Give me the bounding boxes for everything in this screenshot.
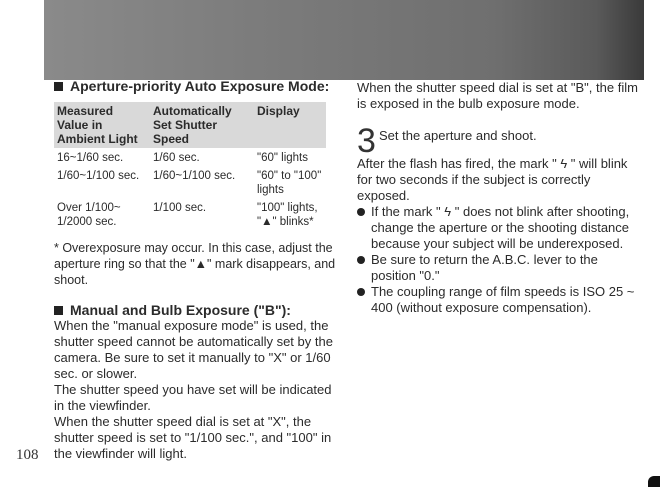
table-cell: 1/60~1/100 sec. [153,170,236,182]
step-title: Set the aperture and shoot. [379,128,537,143]
table-row [54,200,326,232]
table-cell: Over 1/100~ 1/2000 sec. [57,202,121,228]
table-header-display: Display [254,102,326,148]
section-heading-aperture [54,78,342,94]
step-body: After the flash has fired, the mark " ϟ " will blink for two seconds if the subject is correctly exposed. [357,156,628,203]
table-header-shutter: Automatically Set Shutter Speed [150,102,254,148]
list-item [357,284,639,316]
table-cell: 1/60~1/100 sec. [57,170,140,182]
section-heading-text: Manual and Bulb Exposure ("B"): [70,302,291,318]
header-band [44,0,644,80]
paragraph: When the shutter speed dial is set at "X", the shutter speed is set to "1/100 sec.", and "100" in the viewfinder will light. [54,414,332,461]
table-cell: 1/100 sec. [153,202,207,214]
overexposure-note: * Overexposure may occur. In this case, adjust the aperture ring so that the "▲" mark disappears, and shoot. [54,241,336,287]
paragraph: When the "manual exposure mode" is used, the shutter speed cannot be automatically set by the camera. Be sure to set it manually to "X" or 1/60 sec. or slower. [54,318,333,381]
table-row [54,148,326,168]
right-column [357,80,639,316]
left-column [54,78,342,462]
exposure-table [54,102,326,232]
square-bullet-icon [54,82,63,91]
list-item [357,204,639,252]
table-cell: "60" lights [257,152,308,164]
section-heading-manual [54,302,342,318]
step-3 [357,122,639,160]
round-bullet-icon [357,256,365,264]
round-bullet-icon [357,208,365,216]
table-header-row [54,102,326,148]
list-item-text: If the mark " ϟ " does not blink after shooting, change the aperture or the shooting distance because your subject will be underexposed. [371,204,630,251]
table-row [54,168,326,200]
round-bullet-icon [357,288,365,296]
page-number: 108 [16,447,39,463]
table-cell: "100" lights, "▲" blinks* [257,202,318,228]
bulb-intro-paragraph: When the shutter speed dial is set at "B", the film is exposed in the bulb exposure mode. [357,80,638,111]
step-content [379,126,537,156]
table-cell: 16~1/60 sec. [57,152,124,164]
list-item-text: The coupling range of film speeds is ISO 25 ~ 400 (without exposure compensation). [371,284,635,315]
paragraph: The shutter speed you have set will be indicated in the viewfinder. [54,382,332,413]
step-number: 3 [357,122,376,160]
list-item-text: Be sure to return the A.B.C. lever to the position "0." [371,252,598,283]
table-cell: 1/60 sec. [153,152,200,164]
square-bullet-icon [54,306,63,315]
table-cell: "60" to "100" lights [257,170,322,196]
table-header-measured: Measured Value in Ambient Light [54,102,150,148]
section-heading-text: Aperture-priority Auto Exposure Mode: [70,78,330,94]
corner-mark [648,476,660,487]
list-item [357,252,639,284]
